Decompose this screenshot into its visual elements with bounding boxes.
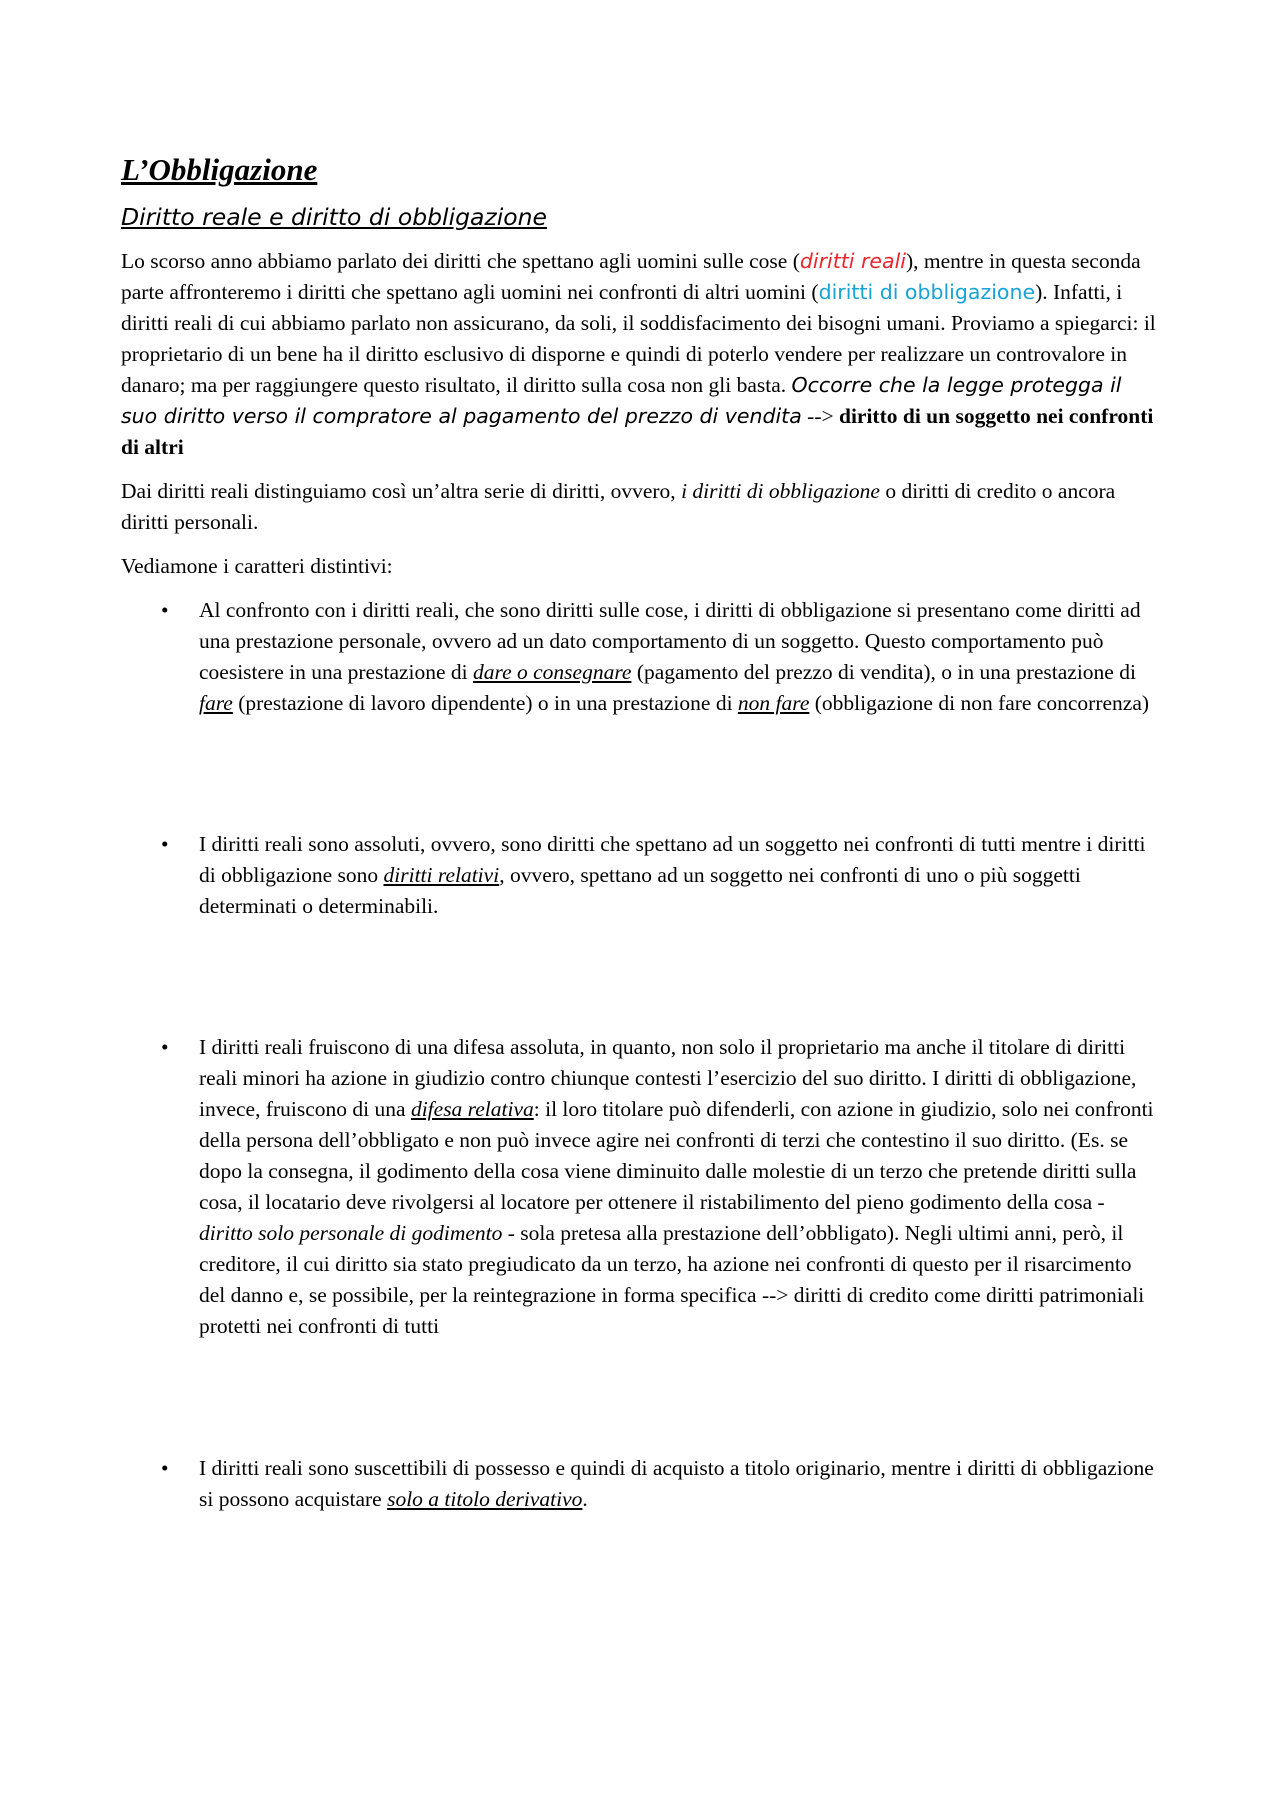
intro-arrow: --> (801, 404, 839, 428)
bullet-icon: • (161, 1456, 169, 1480)
item-underlined: fare (199, 691, 233, 715)
intro-text-a: Lo scorso anno abbiamo parlato dei diritti che spettano agli uomini sulle cose ( (121, 249, 800, 273)
highlight-diritti-obbligazione: diritti di obbligazione (818, 280, 1036, 304)
item-underlined: solo a titolo derivativo (387, 1487, 583, 1511)
item-text: . (582, 1487, 588, 1511)
highlight-diritti-reali: diritti reali (799, 249, 906, 273)
list-item (121, 829, 1161, 922)
intro-paragraph (121, 246, 1161, 463)
intro-text-b: ), mentre in questa seconda parte affronteremo i diritti che spettano agli uomini nei confronti di altri uomini ( (121, 249, 1141, 304)
bullet-icon: • (161, 598, 169, 622)
item-text: Al confronto con i diritti reali, che sono diritti sulle cose, i diritti di obbligazione si presentano come diritti ad una prestazione personale, ovvero ad un dato comportamento di un soggetto. Questo comportamento può coesistere in una prestazione di (199, 598, 1141, 684)
item-text: - sola pretesa alla prestazione dell’obbligato). Negli ultimi anni, però, il creditore, il cui diritto sia stato pregiudicato da un terzo, ha azione nei confronti di questo per il risarcimento del danno e, se possibile, per la reintegrazione in forma specifica --> diritti di credito come diritti patrimoniali protetti nei confronti di tutti (199, 1221, 1145, 1338)
item-text: (prestazione di lavoro dipendente) o in una prestazione di (232, 691, 738, 715)
second-italic-text: i diritti di obbligazione (681, 479, 880, 503)
item-text: : il loro titolare può difenderli, con azione in giudizio, solo nei confronti della persona dell’obbligato e non può invece agire nei confronti di terzi che contestino il suo diritto. (Es. se dopo la consegna, il godimento della cosa viene diminuito dalle molestie di un terzo che pretende diritti sulla cosa, il locatario deve rivolgersi al locatore per ottenere il ristabilimento del pieno godimento della cosa - (199, 1097, 1154, 1214)
page-title: L’Obbligazione (121, 152, 318, 187)
list-item (121, 595, 1161, 719)
second-paragraph (121, 476, 1161, 538)
features-list (121, 595, 1161, 1515)
document-page (121, 150, 1161, 1515)
item-underlined: diritti relativi (383, 863, 500, 887)
list-intro: Vediamone i caratteri distintivi: (121, 554, 393, 578)
bullet-icon: • (161, 832, 169, 856)
bullet-icon: • (161, 1035, 169, 1059)
item-text: (pagamento del prezzo di vendita), o in una prestazione di (631, 660, 1136, 684)
list-item (121, 1032, 1161, 1342)
second-text-a: Dai diritti reali distinguiamo così un’altra serie di diritti, ovvero, (121, 479, 682, 503)
item-text: (obbligazione di non fare concorrenza) (809, 691, 1150, 715)
item-text: I diritti reali fruiscono di una difesa assoluta, in quanto, non solo il proprietario ma anche il titolare di diritti reali minori ha azione in giudizio contro chiunque contesti l’esercizio del suo diritto. I diritti di obbligazione, invece, fruiscono di una (199, 1035, 1137, 1121)
item-text: I diritti reali sono assoluti, ovvero, sono diritti che spettano ad un soggetto nei confronti di tutti mentre i diritti di obbligazione sono (199, 832, 1146, 887)
section-heading: Diritto reale e diritto di obbligazione (121, 203, 548, 231)
item-underlined: dare o consegnare (473, 660, 632, 684)
item-text: I diritti reali sono suscettibili di possesso e quindi di acquisto a titolo originario, mentre i diritti di obbligazione si possono acquistare (199, 1456, 1154, 1511)
intro-text-c: ). Infatti, i diritti reali di cui abbiamo parlato non assicurano, da soli, il soddisfacimento dei bisogni umani. Proviamo a spiegarci: il proprietario di un bene ha il diritto esclusivo di disporne e quindi di poterlo vendere per realizzare un controvalore in danaro; ma per raggiungere questo risultato, il diritto sulla cosa non gli basta. (121, 280, 1156, 397)
item-underlined: non fare (737, 691, 810, 715)
intro-italic-text: Occorre che la legge protegga il suo diritto verso il compratore al pagamento del prezzo di vendita (121, 373, 1122, 428)
item-underlined: difesa relativa (410, 1097, 534, 1121)
intro-bold-text: diritto di un soggetto nei confronti di altri (121, 404, 1154, 459)
item-text: , ovvero, spettano ad un soggetto nei confronti di uno o più soggetti determinati o determinabili. (199, 863, 1081, 918)
list-item (121, 1453, 1161, 1515)
second-text-b: o diritti di credito o ancora diritti personali. (121, 479, 1116, 534)
item-italic: diritto solo personale di godimento (199, 1221, 503, 1245)
